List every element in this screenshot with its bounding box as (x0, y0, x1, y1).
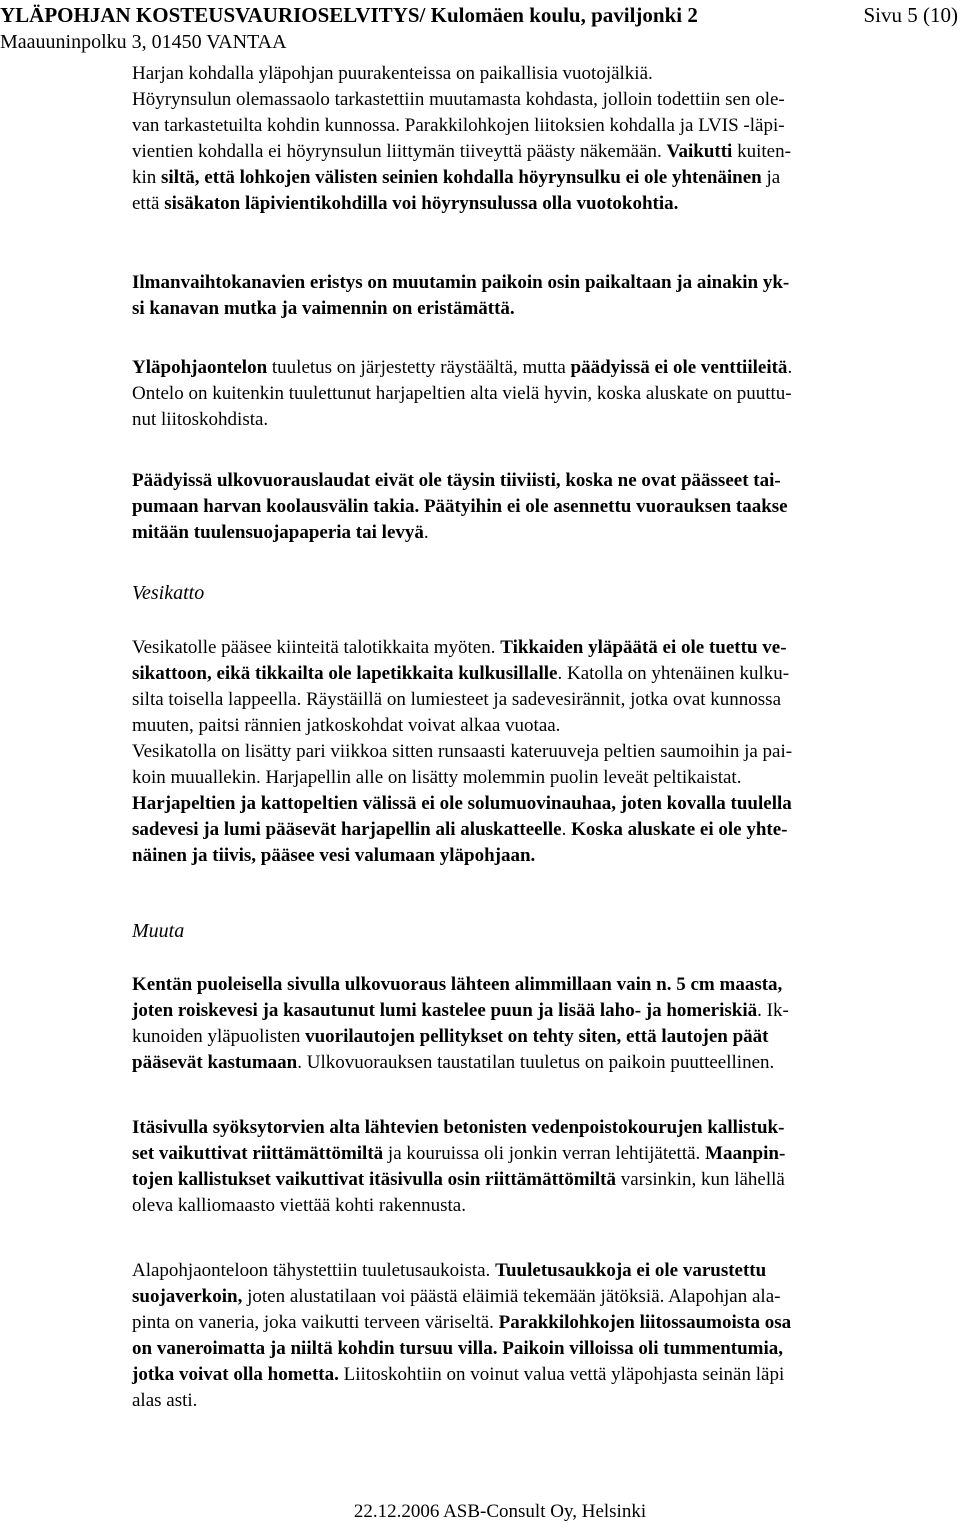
text-run: van tarkastetuilta kohdin kunnossa. Parakkilohkojen liitoksien kohdalla ja LVIS -läpi- (132, 115, 785, 136)
bold-text-run: set vaikuttivat riittämättömiltä (132, 1143, 384, 1164)
text-line (132, 661, 954, 687)
bold-text-run: mitään tuulensuojapaperia tai levyä (132, 522, 424, 543)
bold-text-run: Itäsivulla syöksytorvien alta lähtevien betonisten vedenpoistokourujen kallistuk- (132, 1117, 785, 1138)
text-line (132, 355, 954, 381)
text-run: koin muuallekin. Harjapellin alle on lisätty molemmin puolin leveät peltikaistat. (132, 767, 742, 788)
text-run: kuiten- (732, 141, 791, 162)
text-line (132, 998, 954, 1024)
page-footer: 22.12.2006 ASB-Consult Oy, Helsinki (353, 1501, 647, 1522)
bold-text-run: Tikkaiden yläpäätä ei ole tuettu ve- (500, 637, 787, 658)
text-line (132, 1050, 954, 1076)
text-run: nut liitoskohdista. (132, 409, 269, 430)
bold-text-run: Tuuletusaukkoja ei ole varustettu (495, 1260, 767, 1281)
text-run: muuten, paitsi rännien jatkoskohdat voivat alkaa vuotaa. (132, 715, 561, 736)
text-run: Alapohjaonteloon tähystettiin tuuletusaukoista. (132, 1260, 496, 1281)
text-run: . (561, 819, 572, 840)
bold-text-run: päädyissä ei ole venttiileitä (570, 357, 788, 378)
text-line (132, 165, 954, 191)
text-line (132, 1310, 954, 1336)
text-run: ja kouruissa oli jonkin verran lehtijätettä. (383, 1143, 706, 1164)
text-line (132, 407, 954, 433)
text-run: vientien kohdalla ei höyrynsulun liittymän tiiveyttä päästy näkemään. (132, 141, 667, 162)
section-heading-vesikatto: Vesikatto (132, 582, 205, 604)
bold-text-run: pumaan harvan koolausvälin takia. Päätyihin ei ole asennettu vuorauksen taakse (132, 496, 788, 517)
text-run: Vesikatolla on lisätty pari viikkoa sitten runsaasti kateruuveja peltien saumoihin ja pai- (132, 741, 793, 762)
paragraph-crawlspace (132, 1258, 954, 1414)
paragraph-roof (132, 635, 954, 869)
text-line (132, 1284, 954, 1310)
text-line (132, 1167, 954, 1193)
bold-text-run: sisäkaton läpivientikohdilla voi höyrynsulussa olla vuotokohtia. (164, 193, 679, 214)
text-run: että (132, 193, 165, 214)
bold-text-run: tojen kallistukset vaikuttivat itäsivulla osin riittämättömiltä (132, 1169, 616, 1190)
text-line (132, 270, 954, 296)
bold-text-run: Harjapeltien ja kattopeltien välissä ei ole solumuovinauhaa, joten kovalla tuulella (132, 793, 792, 814)
text-line (132, 1336, 954, 1362)
bold-text-run: on vaneroimatta ja niiltä kohdin tursuu villa. Paikoin villoissa oli tummentumia, (132, 1338, 784, 1359)
text-run: . (787, 357, 793, 378)
text-line (132, 468, 954, 494)
text-line (132, 381, 954, 407)
bold-text-run: sadevesi ja lumi pääsevät harjapellin ali aluskatteelle (132, 819, 562, 840)
text-run: ja (761, 167, 781, 188)
bold-text-run: Ilmanvaihtokanavien eristys on muutamin paikoin osin paikaltaan ja ainakin yk- (132, 272, 790, 293)
text-run: kin (132, 167, 162, 188)
text-line (132, 635, 954, 661)
text-run: . Katolla on yhtenäinen kulku- (557, 663, 790, 684)
bold-text-run: vuorilautojen pellitykset on tehty siten, että lautojen päät (305, 1026, 769, 1047)
text-line (132, 739, 954, 765)
paragraph-drainage (132, 1115, 954, 1219)
text-line (132, 87, 954, 113)
text-line (132, 713, 954, 739)
bold-text-run: pääsevät kastumaan (132, 1052, 298, 1073)
text-run: . Ik- (757, 1000, 789, 1021)
text-line (132, 1258, 954, 1284)
report-title: YLÄPOHJAN KOSTEUSVAURIOSELVITYS/ Kulomäen koulu, paviljonki 2 (0, 3, 698, 27)
bold-text-run: Päädyissä ulkovuorauslaudat eivät ole täysin tiiviisti, koska ne ovat päässeet tai- (132, 470, 781, 491)
paragraph-attic-ventilation (132, 355, 954, 433)
text-line (132, 1388, 954, 1414)
bold-text-run: joten roiskevesi ja kasautunut lumi kastelee puun ja lisää laho- ja homeriskiä (132, 1000, 758, 1021)
bold-text-run: Koska aluskate ei ole yhte- (571, 819, 788, 840)
text-line (132, 296, 954, 322)
page-header (0, 2, 960, 28)
bold-text-run: Vaikutti (666, 141, 733, 162)
bold-text-run: näinen ja tiivis, pääsee vesi valumaan yläpohjaan. (132, 845, 536, 866)
text-line (132, 494, 954, 520)
bold-text-run: Yläpohjaontelon (132, 357, 268, 378)
bold-text-run: Kentän puoleisella sivulla ulkovuoraus lähteen alimmillaan vain n. 5 cm maasta, (132, 974, 783, 995)
text-line (132, 791, 954, 817)
paragraph-cladding (132, 972, 954, 1076)
text-line (132, 1024, 954, 1050)
text-run: Ontelo on kuitenkin tuulettunut harjapeltien alta vielä hyvin, koska aluskate on puuttu- (132, 383, 792, 404)
text-run: . (423, 522, 429, 543)
text-line (132, 1115, 954, 1141)
text-line (132, 1362, 954, 1388)
text-line (132, 520, 954, 546)
text-line (132, 113, 954, 139)
text-run: Höyrynsulun olemassaolo tarkastettiin muutamasta kohdasta, jolloin todettiin sen ole- (132, 89, 785, 110)
bold-text-run: Parakkilohkojen liitossaumoista osa (498, 1312, 792, 1333)
section-heading-muuta: Muuta (132, 920, 185, 942)
text-run: joten alustatilaan voi päästä eläimiä tekemään jätöksiä. Alapohjan ala- (242, 1286, 781, 1307)
text-run: Liitoskohtiin on voinut valua vettä yläpohjasta seinän läpi (338, 1364, 785, 1385)
text-line (132, 1193, 954, 1219)
text-run: tuuletus on järjestetty räystäältä, mutta (267, 357, 571, 378)
text-line (132, 817, 954, 843)
text-run: alas asti. (132, 1390, 198, 1411)
text-run: varsinkin, kun lähellä (615, 1169, 785, 1190)
bold-text-run: jotka voivat olla hometta. (132, 1364, 339, 1385)
text-line (132, 191, 954, 217)
text-line (132, 843, 954, 869)
text-line (132, 765, 954, 791)
site-address: Maauuninpolku 3, 01450 VANTAA (0, 31, 287, 53)
bold-text-run: siltä, että lohkojen välisten seinien kohdalla höyrynsulku ei ole yhtenäinen (161, 167, 762, 188)
paragraph-vapor-barrier (132, 61, 954, 217)
text-line (132, 139, 954, 165)
text-line (132, 687, 954, 713)
text-run: oleva kalliomaasto viettää kohti rakennusta. (132, 1195, 466, 1216)
text-run: pinta on vaneria, joka vaikutti terveen väriseltä. (132, 1312, 499, 1333)
text-line (132, 61, 954, 87)
page-number: Sivu 5 (10) (863, 3, 958, 27)
bold-text-run: sikattoon, eikä tikkailta ole lapetikkaita kulkusillalle (132, 663, 558, 684)
text-run: kunoiden yläpuolisten (132, 1026, 306, 1047)
text-run: silta toisella lappeella. Räystäillä on lumiesteet ja sadevesirännit, jotka ovat kunnossa (132, 689, 781, 710)
text-line (132, 1141, 954, 1167)
paragraph-ventilation-ducts (132, 270, 954, 322)
text-run: Harjan kohdalla yläpohjan puurakenteissa on paikallisia vuotojälkiä. (132, 63, 653, 84)
bold-text-run: si kanavan mutka ja vaimennin on eristämättä. (132, 298, 515, 319)
text-line (132, 972, 954, 998)
text-run: . Ulkovuorauksen taustatilan tuuletus on paikoin puutteellinen. (297, 1052, 775, 1073)
paragraph-gable-boards (132, 468, 954, 546)
bold-text-run: suojaverkoin, (132, 1286, 243, 1307)
bold-text-run: Maanpin- (705, 1143, 786, 1164)
text-run: Vesikatolle pääsee kiinteitä talotikkaita myöten. (132, 637, 501, 658)
